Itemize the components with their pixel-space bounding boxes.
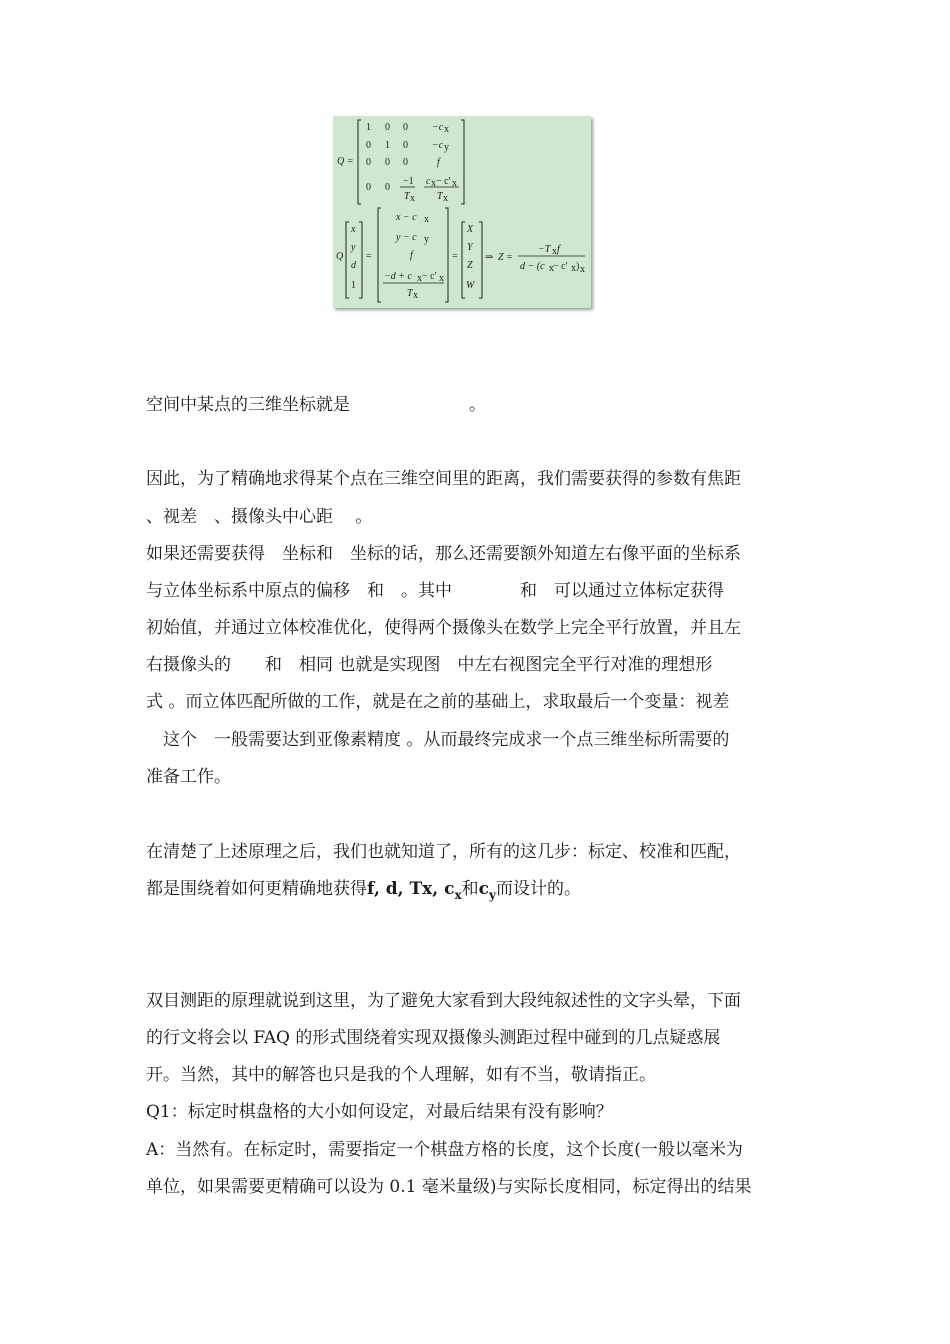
svg-text:y: y — [424, 234, 429, 245]
conjunction: 和 — [461, 879, 479, 899]
svg-text:x: x — [431, 178, 436, 189]
svg-text:1: 1 — [351, 280, 356, 291]
svg-text:Q: Q — [336, 251, 344, 262]
svg-text:x: x — [552, 246, 557, 257]
svg-text:−c: −c — [432, 122, 444, 133]
svg-text:0: 0 — [403, 157, 408, 168]
svg-text:x: x — [549, 263, 554, 274]
svg-text:y: y — [351, 242, 356, 253]
reprojection-equation-figure — [333, 116, 591, 308]
svg-text:−T: −T — [538, 244, 551, 255]
svg-text:): ) — [576, 261, 580, 272]
svg-text:Y: Y — [467, 242, 473, 253]
faq-answer-line: 单位，如果需要更精确可以设为 0.1 毫米量级)与实际长度相同，标定得出的结果 — [146, 1177, 752, 1197]
svg-text:x: x — [444, 124, 449, 135]
svg-text:T: T — [437, 191, 443, 202]
svg-text:x: x — [439, 273, 444, 284]
svg-text:0: 0 — [403, 122, 408, 133]
svg-text:d: d — [351, 260, 356, 271]
subscript-y: y — [489, 888, 496, 902]
paragraph-line — [146, 877, 581, 907]
svg-text:−1: −1 — [403, 176, 414, 187]
equation-graphic — [333, 116, 591, 308]
paragraph-line: 的行文将会以 FAQ 的形式围绕着实现双摄像头测距过程中碰到的几点疑惑展 — [146, 1028, 721, 1048]
paragraph-line: 双目测距的原理就说到这里，为了避免大家看到大段纯叙述性的文字头晕，下面 — [146, 991, 741, 1011]
svg-text:Z =: Z = — [498, 252, 513, 263]
svg-text:− c′: − c′ — [553, 261, 568, 272]
faq-answer-line: A：当然有。在标定时，需要指定一个棋盘方格的长度，这个长度(一般以毫米为 — [146, 1140, 743, 1160]
parameter-c: c — [478, 879, 489, 899]
svg-text:=: = — [366, 251, 372, 262]
svg-text:=: = — [452, 251, 458, 262]
svg-text:x: x — [351, 224, 356, 235]
svg-text:0: 0 — [366, 140, 371, 151]
svg-text:T: T — [407, 288, 413, 299]
paragraph-line: 初始值，并通过立体校准优化，使得两个摄像头在数学上完全平行放置，并且左 — [146, 618, 741, 638]
svg-text:y: y — [444, 142, 449, 153]
svg-text:x: x — [443, 193, 448, 204]
svg-text:f: f — [437, 157, 440, 168]
svg-text:c: c — [426, 176, 431, 187]
svg-text:0: 0 — [366, 182, 371, 193]
faq-question: Q1：标定时棋盘格的大小如何设定，对最后结果有没有影响？ — [146, 1102, 613, 1122]
svg-text:⇒: ⇒ — [485, 252, 494, 263]
line-suffix: 而设计的。 — [495, 879, 581, 899]
paragraph-line: 这个 一般需要达到亚像素精度 。从而最终完成求一个点三维坐标所需要的 — [146, 730, 730, 750]
svg-text:−d + c: −d + c — [384, 271, 412, 282]
svg-text:x − c: x − c — [396, 212, 417, 223]
paragraph-line: 空间中某点的三维坐标就是 。 — [146, 395, 486, 415]
paragraph-line: 开。当然，其中的解答也只是我的个人理解，如有不当，敬请指正。 — [146, 1065, 656, 1085]
paragraph-line: 如果还需要获得 坐标和 坐标的话，那么还需要额外知道左右像平面的坐标系 — [146, 544, 741, 564]
paragraph-line: 准备工作。 — [146, 767, 231, 787]
svg-text:0: 0 — [385, 182, 390, 193]
svg-text:0: 0 — [403, 140, 408, 151]
svg-text:0: 0 — [385, 122, 390, 133]
line-prefix: 都是围绕着如何更精确地获得 — [146, 879, 367, 899]
svg-text:x: x — [452, 178, 457, 189]
paragraph-line: 因此，为了精确地求得某个点在三维空间里的距离，我们需要获得的参数有焦距 — [146, 469, 741, 489]
svg-text:f: f — [410, 250, 413, 261]
svg-text:0: 0 — [385, 157, 390, 168]
svg-text:Q =: Q = — [337, 156, 354, 167]
svg-text:x: x — [417, 273, 422, 284]
svg-text:f: f — [557, 244, 560, 255]
svg-text:x: x — [580, 264, 585, 275]
svg-text:x: x — [413, 290, 418, 301]
svg-text:d − (c: d − (c — [520, 261, 545, 272]
svg-text:−c: −c — [432, 140, 444, 151]
paragraph-line: 、视差 、摄像头中心距 。 — [146, 507, 373, 527]
svg-text:1: 1 — [366, 122, 371, 133]
svg-text:X: X — [467, 224, 474, 235]
paragraph-line: 与立体坐标系中原点的偏移 和 。其中 和 可以通过立体标定获得 — [146, 581, 724, 601]
svg-text:W: W — [466, 280, 475, 291]
svg-text:x: x — [410, 193, 415, 204]
paragraph-line: 在清楚了上述原理之后，我们也就知道了，所有的这几步：标定、校准和匹配， — [146, 842, 741, 862]
svg-text:0: 0 — [366, 157, 371, 168]
svg-text:y − c: y − c — [396, 232, 417, 243]
svg-text:x: x — [571, 263, 576, 274]
svg-text:x: x — [424, 214, 429, 225]
svg-text:− c′: − c′ — [422, 271, 437, 282]
svg-text:1: 1 — [385, 140, 390, 151]
svg-text:− c′: − c′ — [436, 176, 451, 187]
paragraph-line: 式 。而立体匹配所做的工作，就是在之前的基础上，求取最后一个变量：视差 — [146, 692, 730, 712]
svg-text:Z: Z — [467, 260, 473, 271]
svg-text:T: T — [404, 191, 410, 202]
paragraph-line: 右摄像头的 和 相同 也就是实现图 中左右视图完全平行对准的理想形 — [146, 655, 713, 675]
subscript-x: x — [454, 888, 462, 902]
parameter-list: f, d, Tx, c — [367, 879, 455, 899]
